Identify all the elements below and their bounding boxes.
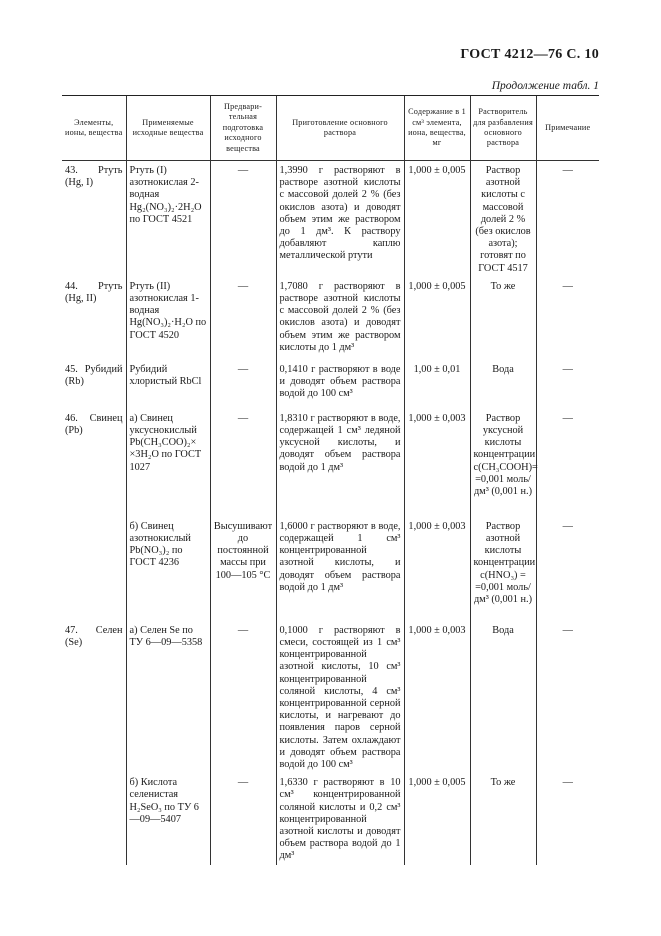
note-cell: — <box>536 773 599 864</box>
content-cell: 1,00 ± 0,01 <box>404 360 470 409</box>
pretreatment-cell: Высушивают до постоянной массы при 100—105 °С <box>210 517 276 621</box>
pretreatment-cell: — <box>210 773 276 864</box>
table-row <box>62 409 599 517</box>
table-row <box>62 517 599 621</box>
element-cell: 43. Ртуть (Hg, I) <box>65 165 123 189</box>
col-header-solvent: Растворитель для разбавления основного раствора <box>470 96 536 161</box>
col-header-substance: Применяемые исходные вещества <box>126 96 210 161</box>
element-cell <box>62 773 126 864</box>
table-row <box>62 621 599 773</box>
col-header-note: Примечание <box>536 96 599 161</box>
note-cell: — <box>536 360 599 409</box>
pretreatment-cell: — <box>210 277 276 360</box>
substance-cell: Рубидий хлористый RbCl <box>126 360 210 409</box>
preparation-cell: 1,6330 г растворяют в 10 см³ концентрированной соляной кислоты и 0,2 см³ концентрированной азотной кислоты и доводят объем раствора водой до 1 дм³ <box>276 773 404 864</box>
solvent-cell: То же <box>470 277 536 360</box>
solvent-cell: Раствор азотной кислоты концентрации c(HNO₃) = =0,001 моль/дм³ (0,001 н.) <box>470 517 536 621</box>
col-header-pretreatment: Предвари-тельная подготовка исходного вещества <box>210 96 276 161</box>
content-cell: 1,000 ± 0,003 <box>404 621 470 773</box>
table-row <box>62 360 599 409</box>
solvent-cell: Раствор уксусной кислоты концентрации c(CH₃COOH)= =0,001 моль/дм³ (0,001 н.) <box>470 409 536 517</box>
substance-cell: Ртуть (II) азотнокислая 1-водная Hg(NO₃)₂·H₂O по ГОСТ 4520 <box>126 277 210 360</box>
substance-cell: а) Свинец уксуснокислый Pb(CH₃COO)₂× ×3H₂O по ГОСТ 1027 <box>126 409 210 517</box>
content-cell: 1,000 ± 0,003 <box>404 409 470 517</box>
solvent-cell: То же <box>470 773 536 864</box>
table-row <box>62 277 599 360</box>
content-cell: 1,000 ± 0,003 <box>404 517 470 621</box>
note-cell: — <box>536 517 599 621</box>
page-header: ГОСТ 4212—76 С. 10 <box>460 47 599 62</box>
content-cell: 1,000 ± 0,005 <box>404 773 470 864</box>
solvent-cell: Раствор азотной кислоты с массовой долей 2 % (без окислов азота); готовят по ГОСТ 4517 <box>470 161 536 277</box>
table-row <box>62 773 599 864</box>
note-cell: — <box>536 621 599 773</box>
note-cell: — <box>536 277 599 360</box>
col-header-content: Содержание в 1 см³ элемента, иона, вещества, мг <box>404 96 470 161</box>
element-cell: 47. Селен (Se) <box>65 624 123 649</box>
element-cell: 46. Свинец (Pb) <box>65 412 123 437</box>
preparation-cell: 1,3990 г растворяют в растворе азотной кислоты с массовой долей 2 % (без окислов азота) и доводят объем этим же раствором до 1 дм³. К раствору добавляют каплю металлической ртути <box>276 161 404 277</box>
content-cell: 1,000 ± 0,005 <box>404 277 470 360</box>
note-cell: — <box>536 409 599 517</box>
substance-cell: а) Селен Se по ТУ 6—09—5358 <box>126 621 210 773</box>
content-cell: 1,000 ± 0,005 <box>404 161 470 277</box>
pretreatment-cell: — <box>210 161 276 277</box>
table-header <box>62 96 599 161</box>
substance-cell: б) Свинец азотнокислый Pb(NO₃)₂ по ГОСТ 4236 <box>126 517 210 621</box>
element-cell <box>62 517 126 621</box>
substance-cell: Ртуть (I) азотнокислая 2-водная Hg₂(NO₃)₂·2H₂O по ГОСТ 4521 <box>126 161 210 277</box>
pretreatment-cell: — <box>210 621 276 773</box>
preparation-cell: 0,1000 г растворяют в смеси, состоящей из 1 см³ концентрированной азотной кислоты, 10 см³ концентрированной соляной кислоты, 4 см³ концентрированной серной кислоты, и нагревают до появления паров серной кислоты. Затем охлаждают и доводят объем раствора водой до 100 см³ <box>276 621 404 773</box>
preparation-cell: 1,6000 г растворяют в воде, содержащей 1 см³ концентрированной азотной кислоты, и доводят объем раствора водой до 1 дм³ <box>276 517 404 621</box>
pretreatment-cell: — <box>210 409 276 517</box>
reference-solutions-table <box>62 95 599 865</box>
note-cell: — <box>536 161 599 277</box>
preparation-cell: 1,7080 г растворяют в растворе азотной кислоты с массовой долей 2 % (без окислов азота) и доводят объем этим же раствором кислоты до 1 дм³ <box>276 277 404 360</box>
preparation-cell: 0,1410 г растворяют в воде и доводят объем раствора водой до 100 см³ <box>276 360 404 409</box>
solvent-cell: Вода <box>470 360 536 409</box>
table-row <box>62 161 599 277</box>
col-header-preparation: Приготовление основного раствора <box>276 96 404 161</box>
solvent-cell: Вода <box>470 621 536 773</box>
element-cell: 45. Рубидий (Rb) <box>65 363 123 388</box>
pretreatment-cell: — <box>210 360 276 409</box>
element-cell: 44. Ртуть (Hg, II) <box>65 280 123 305</box>
table-continuation-caption: Продолжение табл. 1 <box>491 80 599 92</box>
preparation-cell: 1,8310 г растворяют в воде, содержащей 1 см³ ледяной уксусной кислоты, и доводят объем раствора водой до 1 дм³ <box>276 409 404 517</box>
col-header-element: Элементы, ионы, вещества <box>62 96 126 161</box>
substance-cell: б) Кислота селенистая H₂SeO₃ по ТУ 6—09—5407 <box>126 773 210 864</box>
